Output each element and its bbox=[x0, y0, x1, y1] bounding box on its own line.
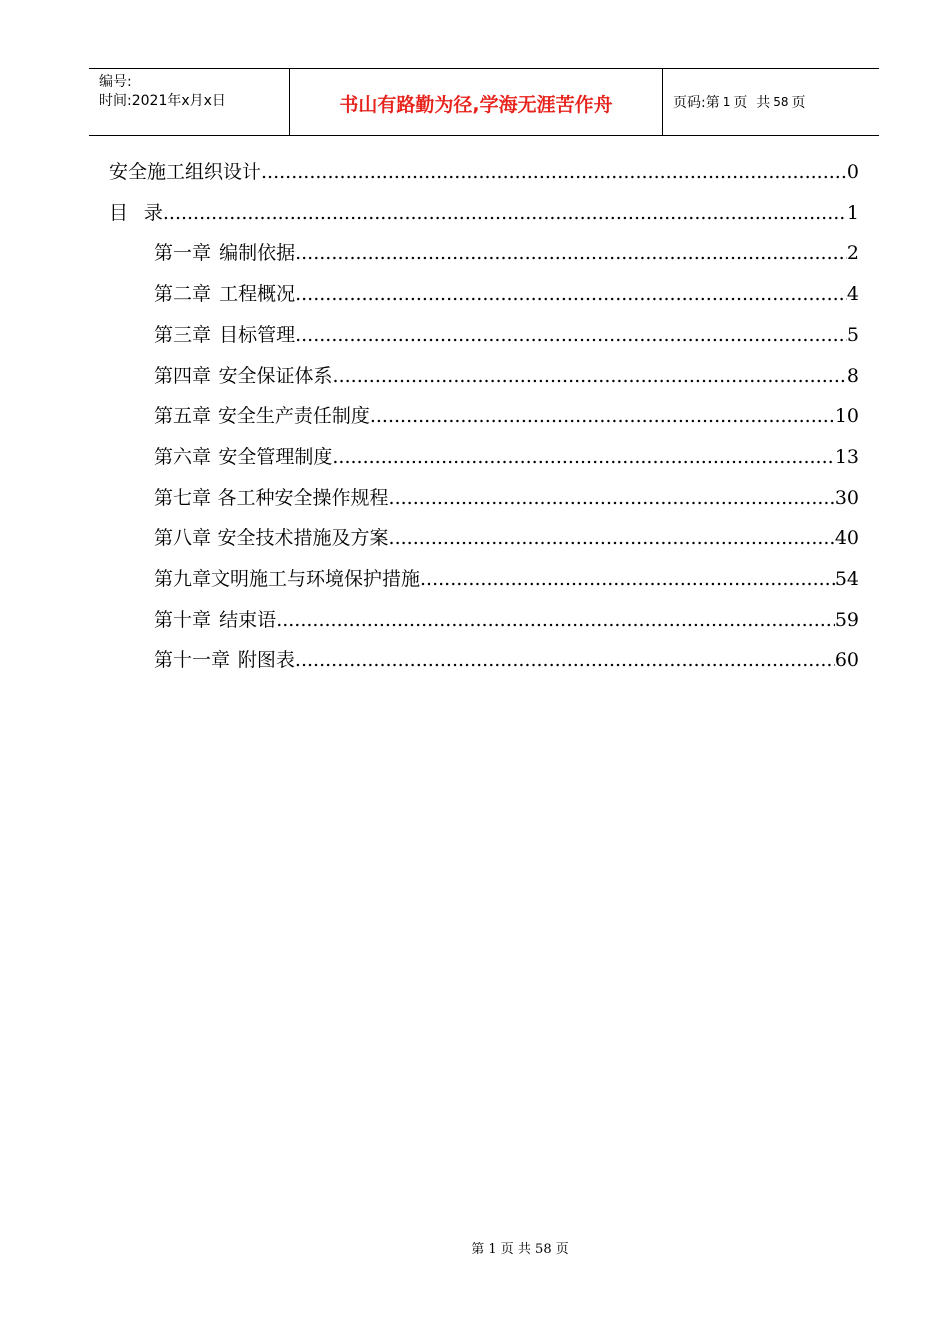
toc-entry-subtitle: 结束语 bbox=[219, 608, 277, 631]
toc-entry-title: 第十章 bbox=[154, 608, 212, 631]
toc-entry-subtitle: 安全技术措施及方案 bbox=[217, 527, 389, 550]
page-total: 58 bbox=[773, 95, 789, 109]
toc-entry-title: 第二章 bbox=[154, 283, 212, 306]
toc-entry-subtitle: 录 bbox=[143, 201, 163, 224]
toc-entry-title: 第十一章 bbox=[154, 649, 231, 672]
toc-page-number: 0 bbox=[846, 161, 859, 183]
toc-leader-dots bbox=[333, 356, 847, 396]
toc-entry[interactable] bbox=[154, 478, 859, 518]
toc-page-number: 5 bbox=[846, 323, 859, 346]
toc-leader-dots bbox=[295, 274, 847, 314]
toc-entry[interactable] bbox=[154, 640, 859, 680]
toc-entry[interactable] bbox=[154, 233, 859, 273]
toc-entry[interactable] bbox=[154, 559, 859, 599]
toc-leader-dots bbox=[389, 478, 835, 518]
toc-entry[interactable] bbox=[154, 396, 859, 436]
toc-entry-title: 第八章 bbox=[154, 527, 212, 550]
toc-page-number: 30 bbox=[834, 486, 859, 509]
page-prefix: 页码:第 bbox=[673, 95, 720, 111]
toc-page-number: 60 bbox=[834, 649, 859, 672]
toc-entry-subtitle: 工程概况 bbox=[219, 283, 296, 306]
toc-page-number: 54 bbox=[834, 568, 859, 590]
header-page-info bbox=[663, 69, 879, 135]
page-number: 1 bbox=[722, 95, 731, 109]
page-mid: 页 共 bbox=[733, 95, 771, 111]
toc-entry[interactable] bbox=[154, 356, 859, 396]
toc-page-number: 59 bbox=[834, 608, 859, 631]
toc-entry-subtitle: 编制依据 bbox=[219, 242, 296, 265]
toc-entry-subtitle: 目标管理 bbox=[219, 323, 296, 346]
page-header bbox=[89, 68, 879, 136]
toc-entry-subtitle: 附图表 bbox=[237, 649, 295, 672]
toc-page-number: 1 bbox=[846, 201, 859, 224]
toc-leader-dots bbox=[276, 600, 835, 640]
toc-entry-title: 第四章 bbox=[154, 364, 212, 387]
toc-leader-dots bbox=[420, 559, 835, 599]
toc-entry-title: 第五章 bbox=[154, 405, 212, 428]
toc-entry-subtitle: 安全生产责任制度 bbox=[217, 405, 370, 428]
toc-entry-title: 第三章 bbox=[154, 323, 212, 346]
toc-leader-dots bbox=[295, 233, 847, 273]
toc-page-number: 4 bbox=[846, 283, 859, 306]
page-suffix: 页 bbox=[791, 95, 806, 111]
toc-entry[interactable] bbox=[154, 315, 859, 355]
toc-entry-title: 第六章 bbox=[154, 445, 212, 468]
toc-leader-dots bbox=[163, 193, 847, 233]
page-footer: 第 1 页 共 58 页 bbox=[471, 1242, 569, 1257]
toc-leader-dots bbox=[370, 396, 835, 436]
toc-page-number: 10 bbox=[834, 405, 859, 428]
toc-page-number: 8 bbox=[846, 364, 859, 387]
toc-entry-title: 安全施工组织设计 bbox=[109, 161, 262, 183]
toc-entry-title: 第一章 bbox=[154, 242, 212, 265]
time-label: 时间:2021年x月x日 bbox=[99, 93, 226, 109]
toc-entry-subtitle: 安全管理制度 bbox=[218, 445, 333, 468]
toc-entry-title: 目 bbox=[109, 201, 129, 224]
toc-entry[interactable] bbox=[154, 518, 859, 558]
toc-entry[interactable] bbox=[109, 152, 859, 192]
toc-entry-title: 第七章 bbox=[154, 486, 212, 509]
toc-page-number: 13 bbox=[834, 445, 859, 468]
toc-leader-dots bbox=[261, 152, 847, 192]
toc-entry[interactable] bbox=[154, 437, 859, 477]
toc-entry[interactable] bbox=[154, 274, 859, 314]
toc-leader-dots bbox=[332, 437, 834, 477]
toc-entry[interactable] bbox=[109, 193, 859, 233]
header-motto: 书山有路勤为径,学海无涯苦作舟 bbox=[290, 69, 663, 135]
toc-entry-title: 第九章文明施工与环境保护措施 bbox=[154, 568, 421, 590]
toc-entry-subtitle: 各工种安全操作规程 bbox=[217, 486, 389, 509]
toc-entry[interactable] bbox=[154, 600, 859, 640]
toc-page-number: 2 bbox=[846, 242, 859, 265]
header-meta bbox=[89, 69, 290, 135]
toc-leader-dots bbox=[295, 640, 835, 680]
serial-label: 编号: bbox=[99, 74, 132, 90]
toc-page-number: 40 bbox=[834, 527, 859, 550]
toc-leader-dots bbox=[389, 518, 835, 558]
toc-entry-subtitle: 安全保证体系 bbox=[218, 364, 333, 387]
toc-leader-dots bbox=[295, 315, 847, 355]
